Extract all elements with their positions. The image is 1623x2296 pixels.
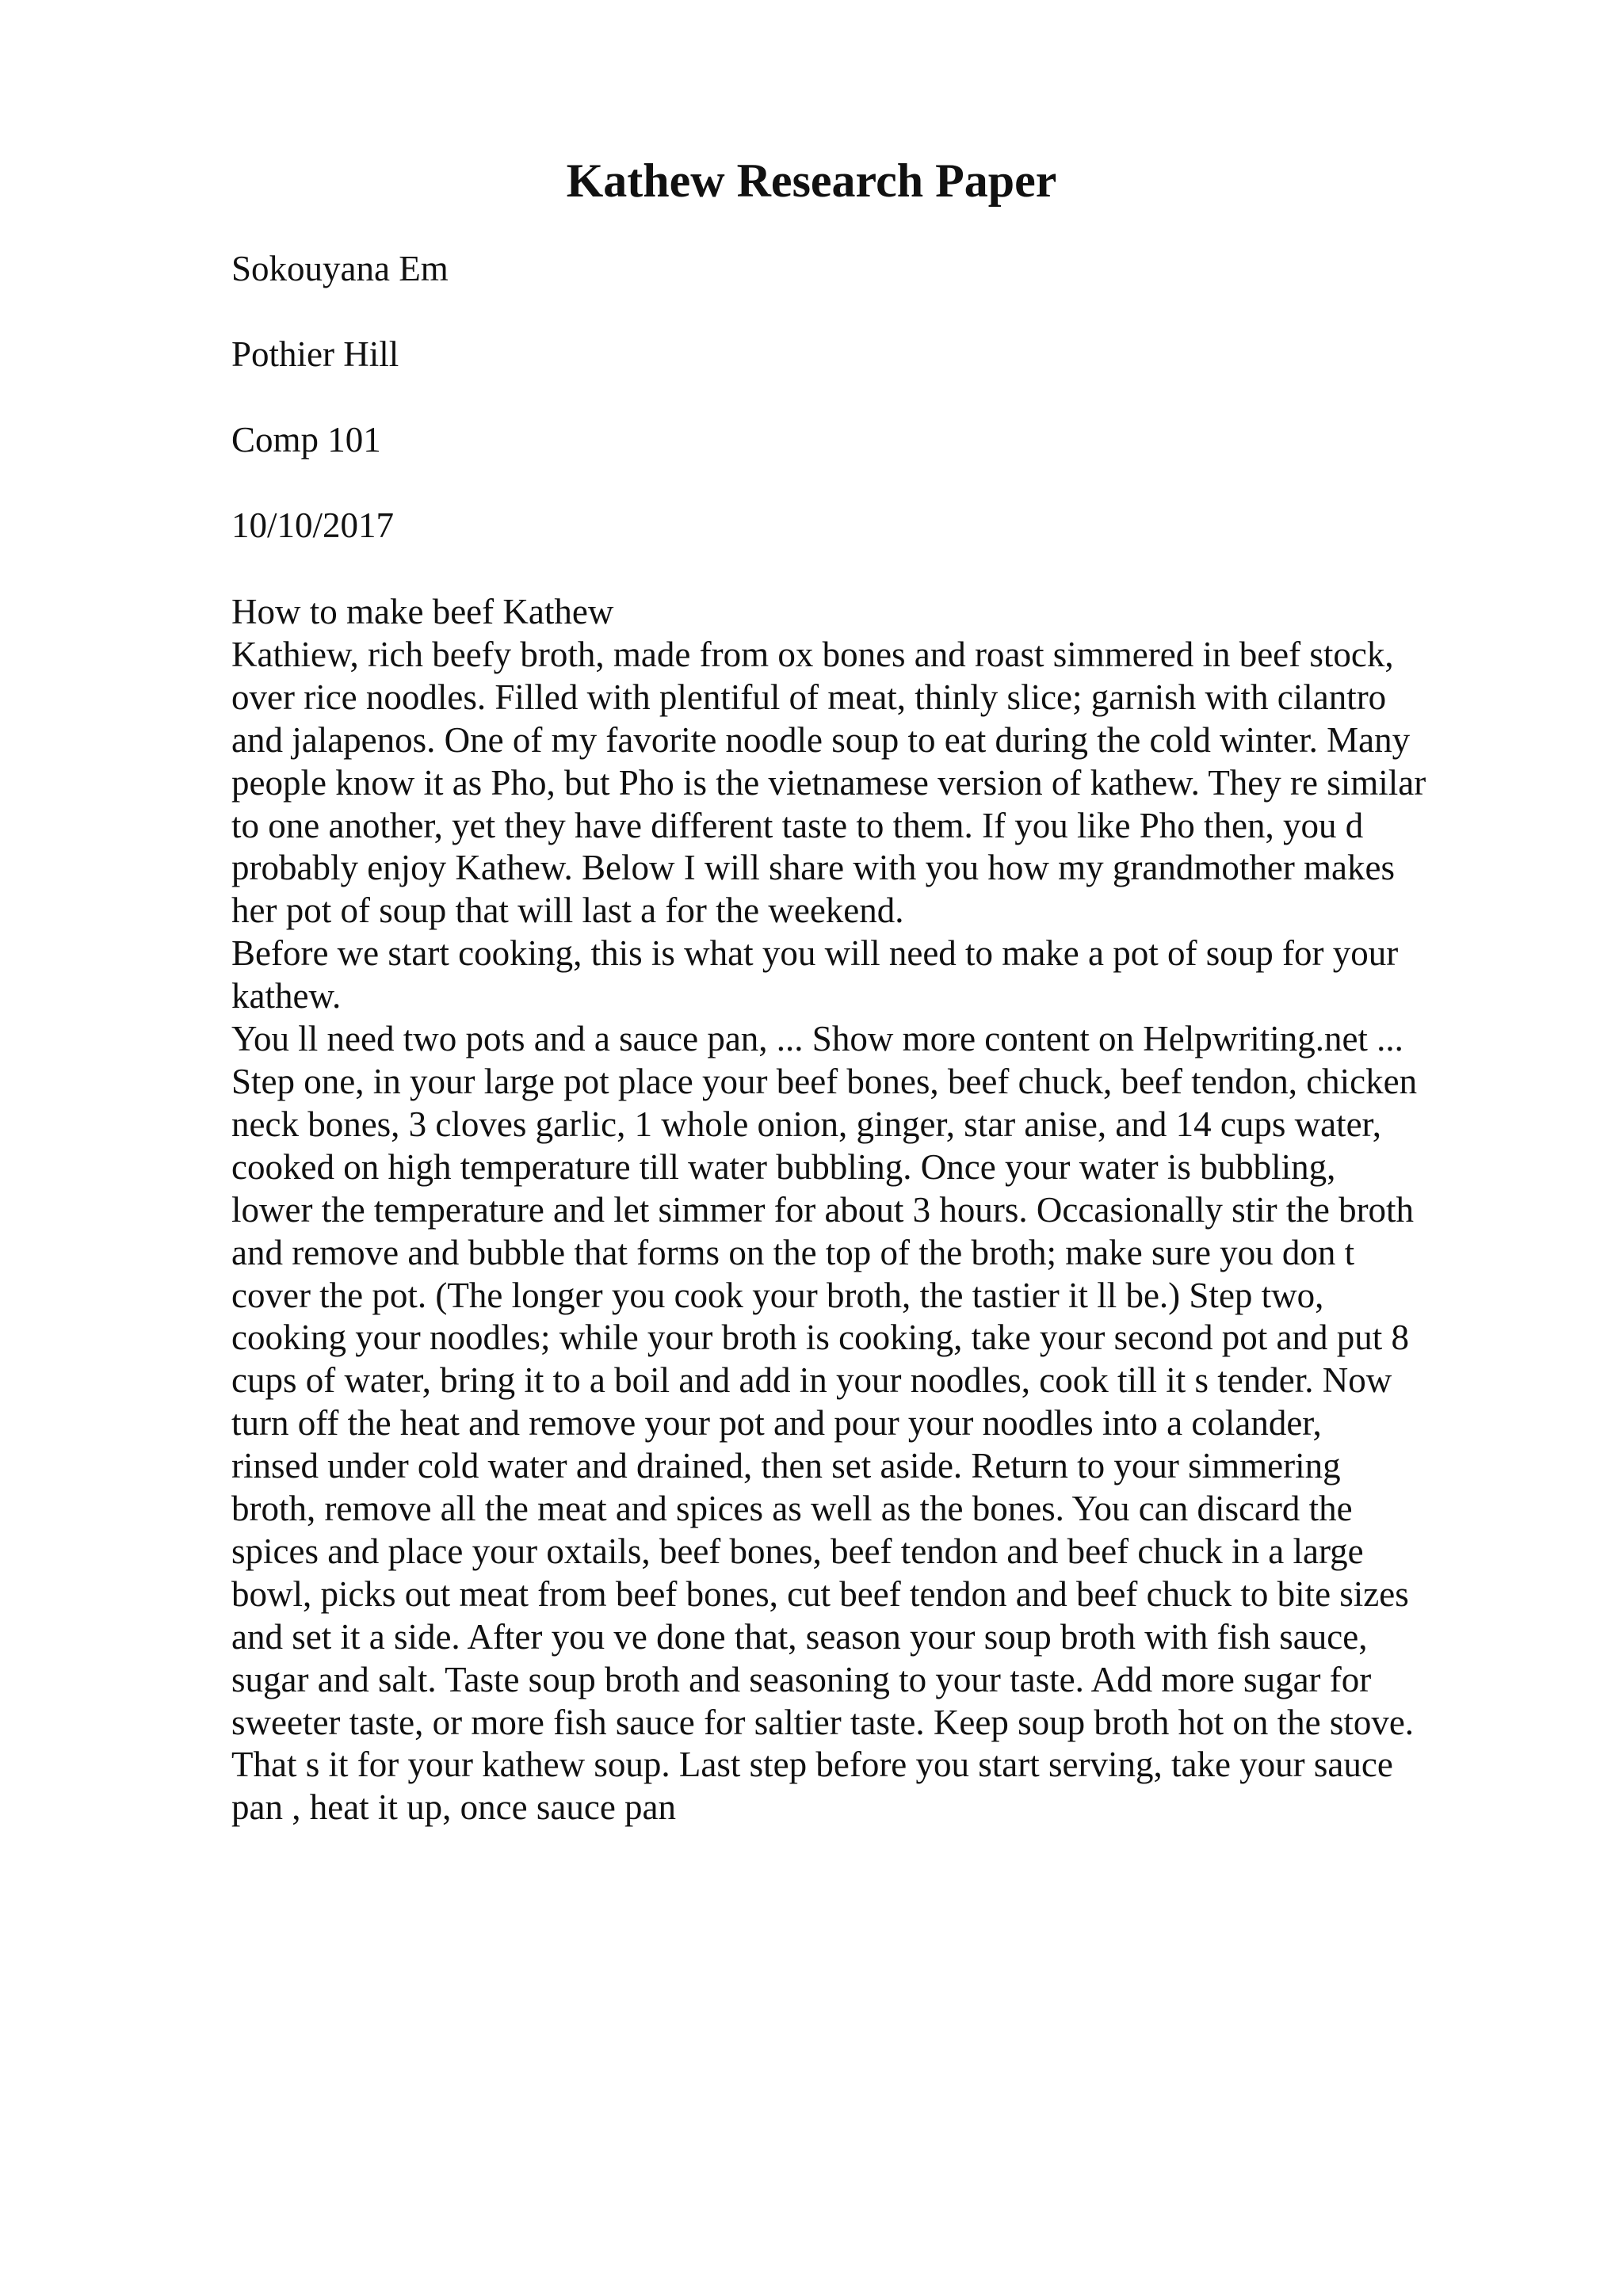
body-line: and set it a side. After you ve done that, season your soup broth with fish sauce, (231, 1616, 1368, 1657)
body-line: rinsed under cold water and drained, then set aside. Return to your simmering (231, 1446, 1341, 1486)
author-name: Sokouyana Em (231, 249, 449, 288)
body-text (231, 591, 1499, 1829)
body-line: That s it for your kathew soup. Last step before you start serving, take your sauce (231, 1745, 1393, 1785)
section-heading: How to make beef Kathew (231, 592, 614, 631)
body-line: bowl, picks out meat from beef bones, cut beef tendon and beef chuck to bite sizes (231, 1573, 1409, 1614)
body-line: kathew. (231, 976, 342, 1016)
body-line: broth, remove all the meat and spices as well as the bones. You can discard the (231, 1489, 1353, 1529)
body-line: sugar and salt. Taste soup broth and seasoning to your taste. Add more sugar for (231, 1659, 1372, 1699)
body-line: spices and place your oxtails, beef bones, beef tendon and beef chuck in a large (231, 1531, 1364, 1571)
body-line: Step one, in your large pot place your beef bones, beef chuck, beef tendon, chicken (231, 1061, 1418, 1101)
body-line: her pot of soup that will last a for the weekend. (231, 891, 904, 931)
instructor-name: Pothier Hill (231, 334, 399, 374)
body-line: cups of water, bring it to a boil and add in your noodles, cook till it s tender. Now (231, 1360, 1392, 1401)
body-line: to one another, yet they have different taste to them. If you like Pho then, you d (231, 805, 1364, 845)
page-title: Kathew Research Paper (566, 154, 1057, 207)
body-line: people know it as Pho, but Pho is the vietnamese version of kathew. They re similar (231, 762, 1426, 803)
body-line: neck bones, 3 cloves garlic, 1 whole onion, ginger, star anise, and 14 cups water, (231, 1104, 1381, 1144)
body-line: pan , heat it up, once sauce pan (231, 1787, 677, 1828)
body-line: sweeter taste, or more fish sauce for saltier taste. Keep soup broth hot on the stove. (231, 1702, 1415, 1742)
body-line: You ll need two pots and a sauce pan, ... Show more content on Helpwriting.net ... (231, 1019, 1403, 1059)
body-line: Kathiew, rich beefy broth, made from ox bones and roast simmered in beef stock, (231, 634, 1394, 674)
body-line: over rice noodles. Filled with plentiful of meat, thinly slice; garnish with cilantro (231, 677, 1387, 717)
course-name: Comp 101 (231, 420, 381, 460)
body-line: cover the pot. (The longer you cook your broth, the tastier it ll be.) Step two, (231, 1275, 1324, 1315)
body-line: probably enjoy Kathew. Below I will share with you how my grandmother makes (231, 848, 1396, 888)
body-line: turn off the heat and remove your pot and pour your noodles into a colander, (231, 1403, 1322, 1444)
document-date: 10/10/2017 (231, 505, 395, 545)
body-line: lower the temperature and let simmer for about 3 hours. Occasionally stir the broth (231, 1189, 1415, 1230)
body-line: and jalapenos. One of my favorite noodle soup to eat during the cold winter. Many (231, 719, 1411, 760)
body-line: cooking your noodles; while your broth is cooking, take your second pot and put 8 (231, 1318, 1410, 1358)
body-line: and remove and bubble that forms on the top of the broth; make sure you don t (231, 1232, 1355, 1272)
body-line: cooked on high temperature till water bubbling. Once your water is bubbling, (231, 1146, 1336, 1187)
body-line: Before we start cooking, this is what you will need to make a pot of soup for your (231, 933, 1399, 974)
